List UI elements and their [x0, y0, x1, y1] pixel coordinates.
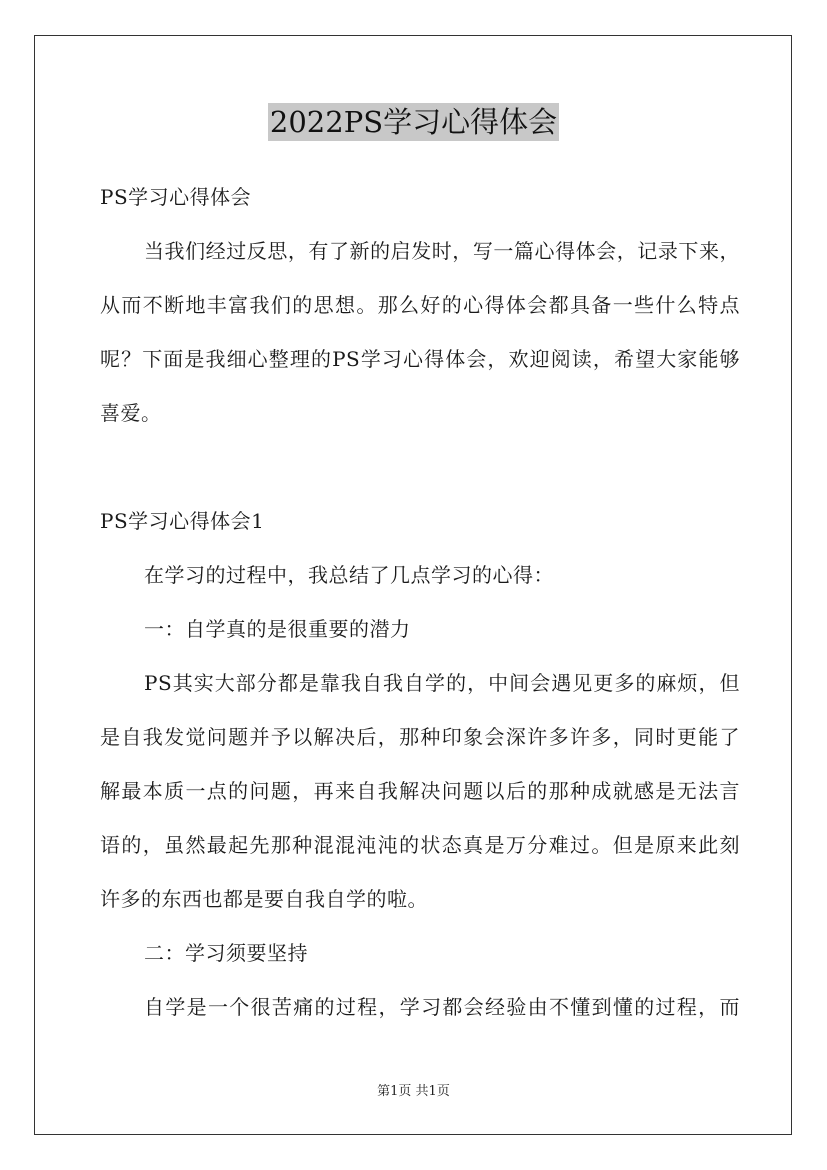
paragraph-line: 喜爱。 — [100, 401, 162, 425]
paragraph-line: 自学是一个很苦痛的过程，学习都会经验由不懂到懂的过程，而 — [144, 995, 740, 1019]
paragraph-line: 是自我发觉问题并予以解决后，那种印象会深许多许多，同时更能了 — [100, 725, 740, 749]
paragraph-line: 从而不断地丰富我们的思想。那么好的心得体会都具备一些什么特点 — [100, 293, 740, 317]
subheading: 二：学习须要坚持 — [144, 941, 308, 965]
document-title: 2022PS学习心得体会 — [269, 105, 558, 139]
paragraph-line: 呢？下面是我细心整理的PS学习心得体会，欢迎阅读，希望大家能够 — [100, 347, 740, 371]
paragraph-line: 许多的东西也都是要自我自学的啦。 — [100, 887, 428, 911]
section-heading: PS学习心得体会 — [100, 185, 252, 209]
section-heading: PS学习心得体会1 — [100, 509, 265, 533]
title-container — [0, 103, 827, 141]
paragraph-line: 语的，虽然最起先那种混混沌沌的状态真是万分难过。但是原来此刻 — [100, 833, 740, 857]
document-body — [100, 170, 740, 1034]
paragraph-line: 在学习的过程中，我总结了几点学习的心得： — [144, 563, 554, 587]
subheading: 一：自学真的是很重要的潜力 — [144, 617, 411, 641]
paragraph-line: PS其实大部分都是靠我自我自学的，中间会遇见更多的麻烦，但 — [144, 671, 740, 695]
paragraph-line: 当我们经过反思，有了新的启发时，写一篇心得体会，记录下来， — [144, 239, 740, 263]
paragraph-line: 解最本质一点的问题，再来自我解决问题以后的那种成就感是无法言 — [100, 779, 740, 803]
page-number: 第1页 共1页 — [377, 1084, 450, 1099]
blank-line — [100, 440, 740, 494]
